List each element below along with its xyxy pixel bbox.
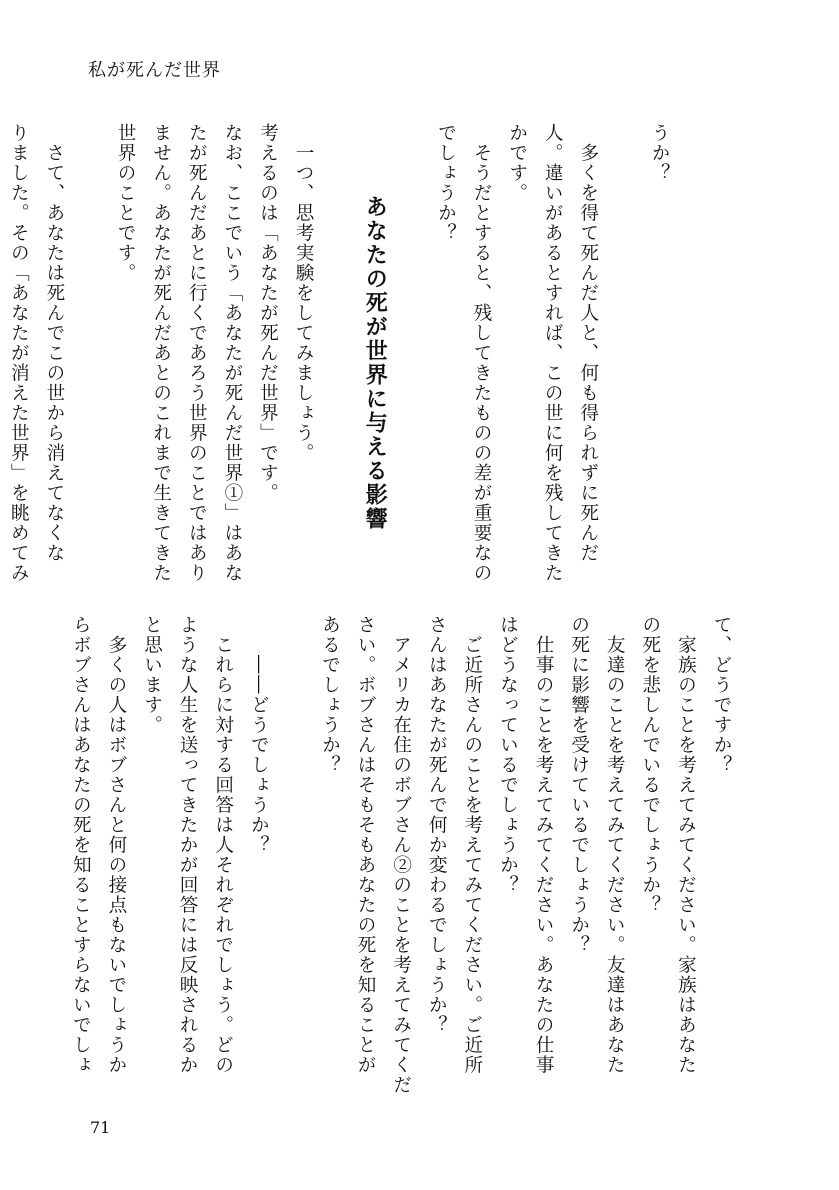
upper-text-block [1, 123, 677, 593]
lower-text-block [63, 615, 739, 1095]
text-line: アメリカ在住のボブさん②のことを考えてみてくだ [390, 615, 412, 1095]
text-line: と思います。 [141, 615, 163, 735]
text-line: 家族のことを考えてみてください。家族はあなた [675, 615, 697, 1075]
text-line: そうだとすると、残してきたものの差が重要なの [471, 123, 493, 583]
text-line: りました。その「あなたが消えた世界」を眺めてみ [8, 123, 30, 583]
text-line: 世界のことです。 [115, 123, 137, 283]
text-line: 友達のことを考えてみてください。友達はあなた [604, 615, 626, 1075]
text-line: ご近所さんのことを考えてみてください。ご近所 [461, 615, 483, 1075]
text-line: 仕事のことを考えてみてください。あなたの仕事 [533, 615, 555, 1075]
text-line: たが死んだあとに行くであろう世界のことではあり [186, 123, 208, 583]
text-line: 多くを得て死んだ人と、何も得られずに死んだ [577, 123, 599, 563]
text-line [606, 123, 642, 593]
running-head: 私が死んだ世界 [88, 60, 221, 81]
text-line: 考えるのは「あなたが死んだ世界」です。 [257, 123, 279, 503]
text-line: ――どうでしょうか？ [248, 615, 270, 855]
text-line: はどうなっているでしょうか？ [497, 615, 519, 895]
text-line: さて、あなたは死んでこの世から消えてなくな [43, 123, 65, 563]
text-line [392, 123, 428, 593]
text-line: さい。ボブさんはそもそもあなたの死を知ることが [355, 615, 377, 1075]
text-line: の死を悲しんでいるでしょうか？ [639, 615, 661, 915]
page-number: 71 [90, 1118, 111, 1137]
text-line [72, 123, 108, 593]
text-line: 人。違いがあるとすれば、この世に何を残してきた [542, 123, 564, 583]
text-line: なお、ここでいう「あなたが死んだ世界①」はあな [221, 123, 243, 583]
text-line: の死に影響を受けているでしょうか？ [568, 615, 590, 955]
text-line: あるでしょうか？ [319, 615, 341, 775]
text-line: ません。あなたが死んだあとのこれまで生きてきた [150, 123, 172, 583]
text-line: て、どうですか？ [711, 615, 732, 775]
text-line: これらに対する回答は人それぞれでしょう。どの [212, 615, 234, 1075]
text-line: 多くの人はボブさんと何の接点もないでしょうか [105, 615, 127, 1075]
section-heading: あなたの死が世界に与える影響 [362, 123, 389, 531]
text-line: らボブさんはあなたの死を知ることすらないでしょ [70, 615, 92, 1075]
text-line: 一つ、思考実験をしてみましょう。 [293, 123, 315, 463]
text-line: さんはあなたが死んで何か変わるでしょうか？ [426, 615, 448, 1035]
text-line [321, 123, 357, 593]
text-line: かです。 [506, 123, 528, 203]
text-line: ような人生を送ってきたかが回答には反映されるか [177, 615, 199, 1075]
text-line: うか？ [649, 123, 670, 183]
text-line: でしょうか？ [435, 123, 457, 243]
text-line [276, 615, 312, 1085]
